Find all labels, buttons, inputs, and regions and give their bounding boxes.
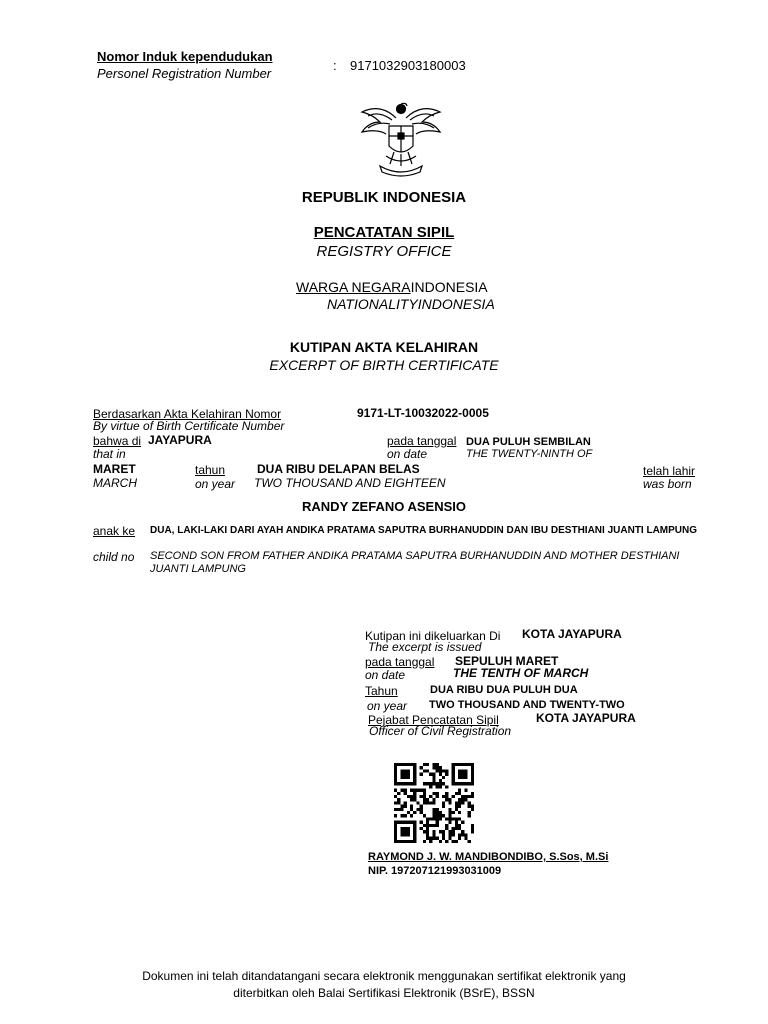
nik-label-id: Nomor Induk kependudukan xyxy=(97,49,273,64)
issued-label-id: Kutipan ini dikeluarkan Di xyxy=(365,629,501,643)
footer-line-2: diterbitkan oleh Balai Sertifikasi Elektronik (BSrE), BSSN xyxy=(233,986,535,1000)
officer-label-id: Pejabat Pencatatan Sipil xyxy=(368,713,499,727)
birth-year-label-en: on year xyxy=(195,477,236,491)
birth-date-value-en: THE TWENTY-NINTH OF xyxy=(466,448,593,460)
nationality-row-en xyxy=(327,296,495,312)
birth-date-label-en: on date xyxy=(387,447,428,461)
republic-title: REPUBLIK INDONESIA xyxy=(301,189,467,206)
issue-year-label-en: on year xyxy=(367,699,408,713)
born-label-id: telah lahir xyxy=(643,464,696,478)
officer-label-en: Officer of Civil Registration xyxy=(369,724,512,738)
doc-title-id: KUTIPAN AKTA KELAHIRAN xyxy=(289,339,479,355)
garuda-emblem-icon xyxy=(356,100,446,180)
birth-date-value-id: DUA PULUH SEMBILAN xyxy=(466,436,591,448)
nik-label-en: Personel Registration Number xyxy=(97,66,272,81)
cert-label-id: Berdasarkan Akta Kelahiran Nomor xyxy=(93,407,282,421)
issue-year-value-en: TWO THOUSAND AND TWENTY-TWO xyxy=(429,699,625,711)
birth-year-value-en: TWO THOUSAND AND EIGHTEEN xyxy=(254,476,446,490)
issue-date-label-en: on date xyxy=(365,668,406,682)
place-value: JAYAPURA xyxy=(148,433,212,447)
cert-label-en: By virtue of Birth Certificate Number xyxy=(93,419,285,433)
place-label-en: that in xyxy=(93,447,126,461)
signatory-name: RAYMOND J. W. MANDIBONDIBO, S.Sos, M.Si xyxy=(368,851,609,863)
cert-number: 9171-LT-10032022-0005 xyxy=(357,406,489,420)
nik-value: 9171032903180003 xyxy=(350,58,466,73)
birth-year-label-id: tahun xyxy=(195,463,226,477)
issue-year-label-id: Tahun xyxy=(365,684,398,698)
child-value-en: SECOND SON FROM FATHER ANDIKA PRATAMA SAPUTRA BURHANUDDIN AND MOTHER DESTHIANI JUANTI LAMPUNG xyxy=(150,550,680,575)
birth-year-value-id: DUA RIBU DELAPAN BELAS xyxy=(257,462,420,476)
issued-place: KOTA JAYAPURA xyxy=(522,627,622,641)
child-label-en: child no xyxy=(93,550,135,564)
issue-date-label-id: pada tanggal xyxy=(365,655,435,669)
birth-month-en: MARCH xyxy=(93,476,137,490)
qr-code-icon xyxy=(394,763,474,843)
issue-date-value-id: SEPULUH MARET xyxy=(455,654,559,668)
office-title-en: REGISTRY OFFICE xyxy=(316,243,452,260)
issue-year-value-id: DUA RIBU DUA PULUH DUA xyxy=(430,684,578,696)
nationality-label-id: WARGA NEGARA xyxy=(296,279,411,295)
nationality-label-en: NATIONALITY xyxy=(327,296,418,312)
child-value-id: DUA, LAKI-LAKI DARI AYAH ANDIKA PRATAMA SAPUTRA BURHANUDDIN DAN IBU DESTHIANI JUANTI LAMPUNG xyxy=(150,525,698,536)
nationality-value-id: INDONESIA xyxy=(410,279,488,295)
footer-line-1: Dokumen ini telah ditandatangani secara elektronik menggunakan sertifikat elektronik yang xyxy=(142,969,626,983)
birth-date-label-id: pada tanggal xyxy=(387,434,457,448)
signatory-nip: NIP. 197207121993031009 xyxy=(368,865,502,877)
officer-place: KOTA JAYAPURA xyxy=(536,711,636,725)
child-label-id: anak ke xyxy=(93,524,136,538)
nik-separator: : xyxy=(333,58,337,73)
office-title-id: PENCATATAN SIPIL xyxy=(313,224,455,241)
doc-title-en: EXCERPT OF BIRTH CERTIFICATE xyxy=(269,357,499,373)
nationality-row-id xyxy=(296,279,488,295)
nationality-value-en: INDONESIA xyxy=(417,296,495,312)
born-label-en: was born xyxy=(643,477,692,491)
place-label-id: bahwa di xyxy=(93,434,142,448)
birth-month-id: MARET xyxy=(93,462,136,476)
issued-label-en: The excerpt is issued xyxy=(368,640,482,654)
issue-date-value-en: THE TENTH OF MARCH xyxy=(453,666,589,680)
child-name: RANDY ZEFANO ASENSIO xyxy=(302,499,466,514)
